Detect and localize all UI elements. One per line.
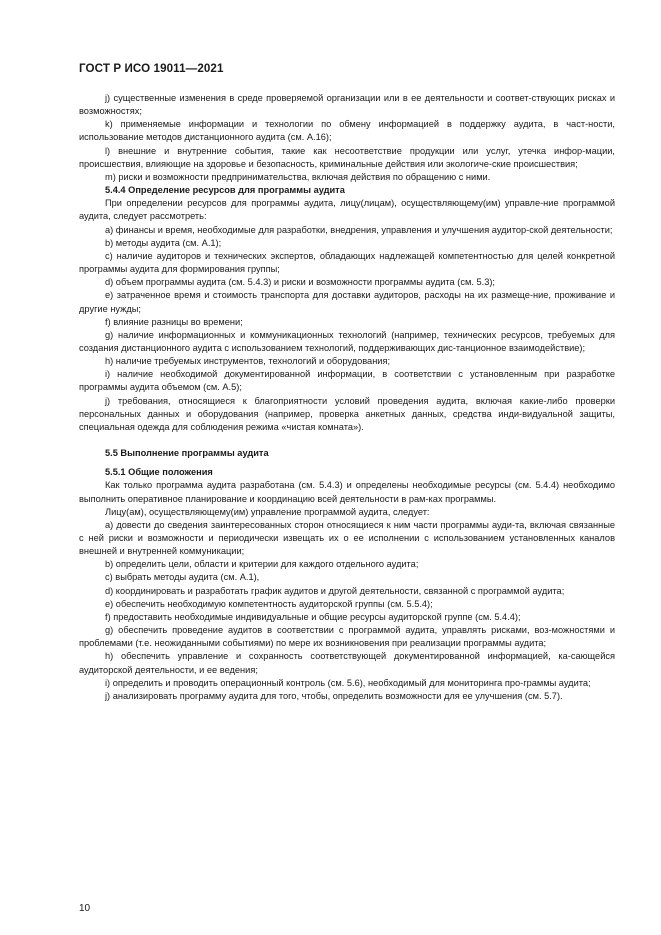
paragraph: Лицу(ам), осуществляющему(им) управление программой аудита, следует:: [105, 506, 430, 517]
paragraph: Как только программа аудита разработана (см. 5.4.3) и определены необходимые ресурсы (см. 5.4.4) необходимо выполнить оперативное планирование и координацию всей деятельности в рам-ках программы.: [79, 480, 615, 504]
list-item: a) довести до сведения заинтересованных сторон относящиеся к ним части программы ауди-та, включая связанные с ней риски и возможности и периодически извещать их о ее исполнении с использованием установленных каналов внешней и внутренней коммуникации;: [79, 519, 615, 557]
list-item: i) наличие необходимой документированной информации, в соответствии с установленным при разработке программы аудита объемом (см. А.5);: [79, 369, 615, 393]
list-item: j) требования, относящиеся к благоприятности условий проведения аудита, включая какие-либо проверки персональных данных и оборудования (например, проверка анкетных данных, средства инди-видуальной защиты, специальная одежда для соблюдения режима «чистая комната»).: [79, 395, 615, 432]
list-item: c) выбрать методы аудита (см. А.1),: [105, 572, 260, 583]
list-item: e) обеспечить необходимую компетентность аудиторской группы (см. 5.5.4);: [105, 598, 433, 609]
page-number: 10: [79, 903, 91, 914]
list-item: g) наличие информационных и коммуникационных технологий (например, технических ресурсов, требуемых для создания дистанционного аудита с использованием технологий, поддерживающих дис-танционное взаимодействие);: [79, 329, 615, 353]
paragraph: При определении ресурсов для программы аудита, лицу(лицам), осуществляющему(им) управле-ние программой аудита, следует рассмотреть:: [79, 198, 615, 222]
list-item: l) внешние и внутренние события, такие как несоответствие продукции или услуг, утечка инфор-мации, происшествия, влияющие на здоровье и безопасность, криминальные действия или экологиче-ские происшествия;: [79, 145, 615, 169]
list-item: d) объем программы аудита (см. 5.4.3) и риски и возможности программы аудита (см. 5.3);: [105, 277, 495, 288]
document-header: ГОСТ Р ИСО 19011—2021: [79, 62, 224, 75]
list-item: e) затраченное время и стоимость транспорта для доставки аудиторов, расходы на их размеще-ние, проживание и другие нужды;: [79, 290, 615, 314]
subsection-heading: 5.5.1 Общие положения: [105, 467, 213, 478]
section-heading: 5.5 Выполнение программы аудита: [105, 448, 269, 459]
list-item: g) обеспечить проведение аудитов в соответствии с программой аудита, управлять рисками, воз-можностями и проблемами (т.е. неожиданными событиями) по мере их возникновения при реализации программы аудита;: [79, 625, 615, 649]
section-heading: 5.4.4 Определение ресурсов для программы аудита: [105, 185, 345, 196]
document-body: [79, 92, 615, 703]
list-item: k) применяемые информации и технологии по обмену информацией в поддержку аудита, в част-ности, использование методов дистанционного аудита (см. А.16);: [79, 119, 615, 143]
list-item: b) методы аудита (см. А.1);: [105, 237, 222, 248]
list-item: i) определить и проводить операционный контроль (см. 5.6), необходимый для мониторинга про-граммы аудита;: [105, 677, 591, 688]
list-item: h) наличие требуемых инструментов, технологий и оборудования;: [105, 356, 391, 367]
list-item: d) координировать и разработать график аудитов и другой деятельности, связанной с программой аудита;: [105, 585, 565, 596]
list-item: j) существенные изменения в среде проверяемой организации или в ее деятельности и соответ-ствующих рисках и возможностях;: [79, 93, 615, 117]
list-item: c) наличие аудиторов и технических экспертов, обладающих надлежащей компетентностью для целей конкретной программы аудита для формирования группы;: [79, 250, 615, 275]
list-item: f) предоставить необходимые индивидуальные и общие ресурсы аудиторской группе (см. 5.4.4);: [105, 611, 521, 622]
list-item: b) определить цели, области и критерии для каждого отдельного аудита;: [105, 559, 419, 570]
list-item: a) финансы и время, необходимые для разработки, внедрения, управления и улучшения аудитор-ской деятельности;: [105, 224, 613, 235]
list-item: h) обеспечить управление и сохранность соответствующей документированной информацией, ка-сающейся аудиторской деятельности, и ее ведения;: [79, 651, 615, 675]
list-item: f) влияние разницы во времени;: [105, 316, 243, 327]
list-item: j) анализировать программу аудита для того, чтобы, определить возможности для ее улучшения (см. 5.7).: [105, 690, 563, 701]
list-item: m) риски и возможности предпринимательства, включая действия по обращению с ними.: [105, 171, 491, 182]
